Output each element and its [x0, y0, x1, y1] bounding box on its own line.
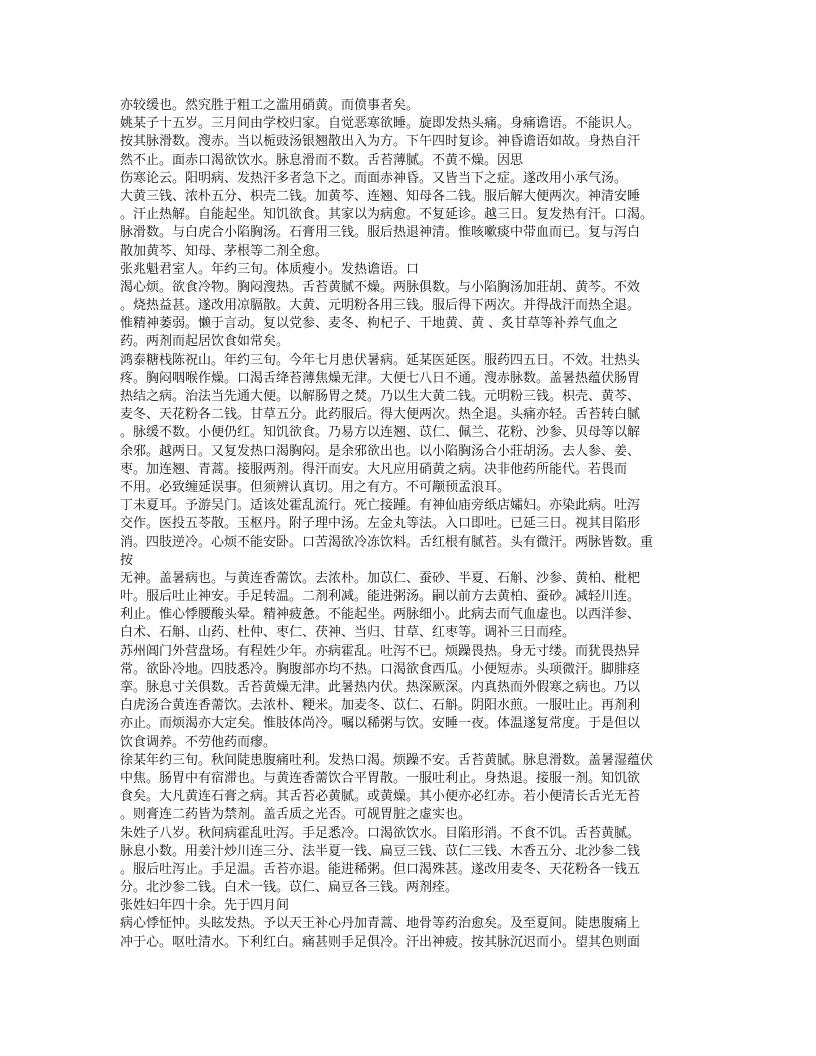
text-line: 。汗止热解。自能起坐。知饥欲食。其家以为病愈。不复延诊。越三日。复发热有汗。口渴。: [120, 207, 654, 223]
text-line: 鸿泰糖栈陈祝山。年约三旬。今年七月患伏暑病。延某医延医。服药四五日。不效。壮热头: [120, 352, 641, 368]
text-line: 苏州阊门外营盘场。有程姓少年。亦病霍乱。吐泻不已。烦躁畏热。身无寸缕。而犹畏热异: [120, 643, 641, 659]
text-line: 中焦。肠胃中有宿滞也。与黄连香薷饮合平胃散。一服吐利止。身热退。接服一剂。知饥欲: [120, 770, 641, 786]
text-line: 张姓妇年四十余。先于四月间: [120, 898, 290, 914]
text-line: 。服后吐泻止。手足温。舌苔亦退。能进稀粥。但口渴殊甚。遂改用麦冬、天花粉各一钱五: [120, 861, 641, 877]
text-line: 疼。胸闷咽喉作燥。口渴舌绛苔薄焦燥无津。大便七八日不通。溲赤脉数。盖暑热蕴伏肠胃: [120, 370, 641, 386]
text-line: 常。欲卧冷地。四肢悉冷。胸腹部亦均不热。口渴欲食西瓜。小便短赤。头项微汗。脚腓痉: [120, 661, 641, 677]
text-line: 热结之病。治法当先通大便。以解肠胃之焚。乃以生大黄二钱。元明粉三钱。枳壳、黄芩、: [120, 389, 641, 404]
text-line: 伤寒论云。阳明病、发热汗多者急下之。而面赤神昏。又皆当下之症。遂改用小承气汤。: [120, 170, 628, 186]
text-line: 亦较缓也。然究胜于粗工之滥用硝黄。而偾事者矣。: [120, 98, 420, 113]
text-line: 白虎汤合黄连香薷饮。去浓朴、粳米。加麦冬、苡仁、石斛。阴阳水煎。一服吐止。再剂利: [120, 698, 641, 714]
text-line: 渴心烦。欲食冷物。胸闷溲热。舌苔黄腻不燥。两脉俱数。与小陷胸汤加莊胡、黄芩。不效: [120, 279, 641, 295]
text-line: 叶。服后吐止神安。手足转温。二剂利减。能进粥汤。嗣以前方去黄柏、蚕砂。减轻川连。: [120, 589, 641, 605]
text-line: 姚某子十五岁。三月间由学校归家。自觉恶寒欲睡。旋即发热头痛。身痛谵语。不能识人。: [120, 116, 641, 132]
text-line: 饮食调养。不劳他药而瘳。: [120, 734, 277, 750]
text-line: 分。北沙参二钱。白术一钱。苡仁、扁豆各三钱。两剂痊。: [120, 880, 459, 896]
text-line: 按: [120, 552, 134, 568]
text-line: 无神。盖暑病也。与黄连香薷饮。去浓朴。加苡仁、蚕砂、半夏、石斛、沙参、黄柏、枇杷: [120, 570, 641, 586]
text-line: 散加黄芩、知母、茅根等二剂全愈。: [120, 243, 329, 259]
text-line: 病心悸怔忡。头眩发热。予以天王补心丹加青蒿、地骨等药治愈矣。及至夏间。陡患腹痛上: [120, 916, 641, 932]
text-line: 挛。脉息寸关俱数。舌苔黄燥无津。此暑热内伏。热深厥深。内真热而外假寒之病也。乃以: [120, 680, 641, 695]
text-line: 大黄三钱、浓朴五分、枳壳二钱。加黄芩、连翘、知母各二钱。服后解大便两次。神清安睡: [120, 188, 641, 204]
text-line: 脉息小数。用姜汁炒川连三分、法半夏一钱、扁豆三钱、苡仁三钱、木香五分、北沙参二钱: [120, 843, 641, 859]
text-line: 消。四肢逆冷。心烦不能安卧。口苦渴欲冷冻饮料。舌红根有腻苔。头有微汗。两脉皆数。重: [120, 534, 654, 550]
text-line: 麦冬、天花粉各二钱。甘草五分。此药服后。得大便两次。热全退。头痛亦轻。舌苔转白腻: [120, 407, 641, 423]
text-line: 按其脉滑数。溲赤。当以栀豉汤银翘散出入为方。下午四时复诊。神昏谵语如故。身热自汗: [120, 134, 641, 150]
text-line: 食矣。大凡黄连石膏之病。其舌苔必黄腻。或黄燥。其小便亦必红赤。若小便清长舌光无苔: [120, 789, 641, 805]
text-line: 然不止。面赤口渴欲饮水。脉息滑而不数。舌苔薄腻。不黄不燥。因思: [120, 152, 524, 168]
text-line: 余邪。越两日。又复发热口渴胸闷。是余邪欲出也。以小陷胸汤合小莊胡汤。去人参、姜、: [120, 443, 641, 459]
text-line: 。烧热益甚。遂改用凉膈散。大黄、元明粉各用三钱。服后得下两次。并得战汗而热全退。: [120, 298, 641, 314]
text-line: 利止。惟心悸腰酸头晕。精神疲惫。不能起坐。两脉细小。此病去而气血虚也。以西洋参、: [120, 607, 641, 623]
text-line: 丁未夏耳。予游吴门。适该处霍乱流行。死亡接踵。有神仙庙旁纸店孀妇。亦染此病。吐泻: [120, 498, 641, 514]
document-page: [120, 97, 700, 952]
text-line: 药。两剂而起居饮食如常矣。: [120, 334, 290, 350]
text-line: 朱姓子八岁。秋间病霍乱吐泻。手足悉冷。口渴欲饮水。目陷形消。不食不饥。舌苔黄腻。: [120, 825, 641, 841]
text-line: 枣。加连翘、青蒿。接服两剂。得汗而安。大凡应用硝黄之病。决非他药所能代。若畏而: [120, 461, 628, 477]
text-line: 白术、石斛、山药、杜仲、枣仁、茯神、当归、甘草、红枣等。调补三日而痊。: [120, 625, 576, 641]
text-line: 脉滑数。与白虎合小陷胸汤。石膏用三钱。服后热退神清。惟咳嗽痰中带血而已。复与泻白: [120, 225, 641, 241]
text-line: 。脉缓不数。小便仍红。知饥欲食。乃易方以连翘、苡仁、佩兰、花粉、沙参、贝母等以解: [120, 425, 641, 441]
text-line: 不用。必致缠延误事。但须辨认真切。用之有方。不可颟顸孟浪耳。: [120, 479, 511, 495]
text-line: 交作。医投五苓散。玉枢丹。附子理中汤。左金丸等法。入口即吐。已延三日。视其目陷形: [120, 516, 641, 532]
text-line: 徐某年约三旬。秋间陡患腹痛吐利。发热口渴。烦躁不安。舌苔黄腻。脉息滑数。盖暑湿蕴伏: [120, 752, 654, 768]
text-line: 。则膏连二药皆为禁剂。盖舌质之光否。可觇胃脏之虚实也。: [120, 807, 472, 823]
text-line: 亦止。而烦渴亦大定矣。惟肢体尚冷。嘱以稀粥与饮。安睡一夜。体温遂复常度。于是但以: [120, 716, 641, 732]
text-line: 惟精神萎弱。懒于言动。复以党参、麦冬、枸杞子、干地黄、黄 、炙甘草等补养气血之: [120, 316, 619, 332]
text-line: 冲于心。呕吐清水。下利红白。痛甚则手足俱冷。汗出神疲。按其脉沉迟而小。望其色则面: [120, 934, 641, 950]
text-line: 张兆魁君室人。年约三旬。体质瘦小。发热谵语。口: [120, 261, 420, 277]
